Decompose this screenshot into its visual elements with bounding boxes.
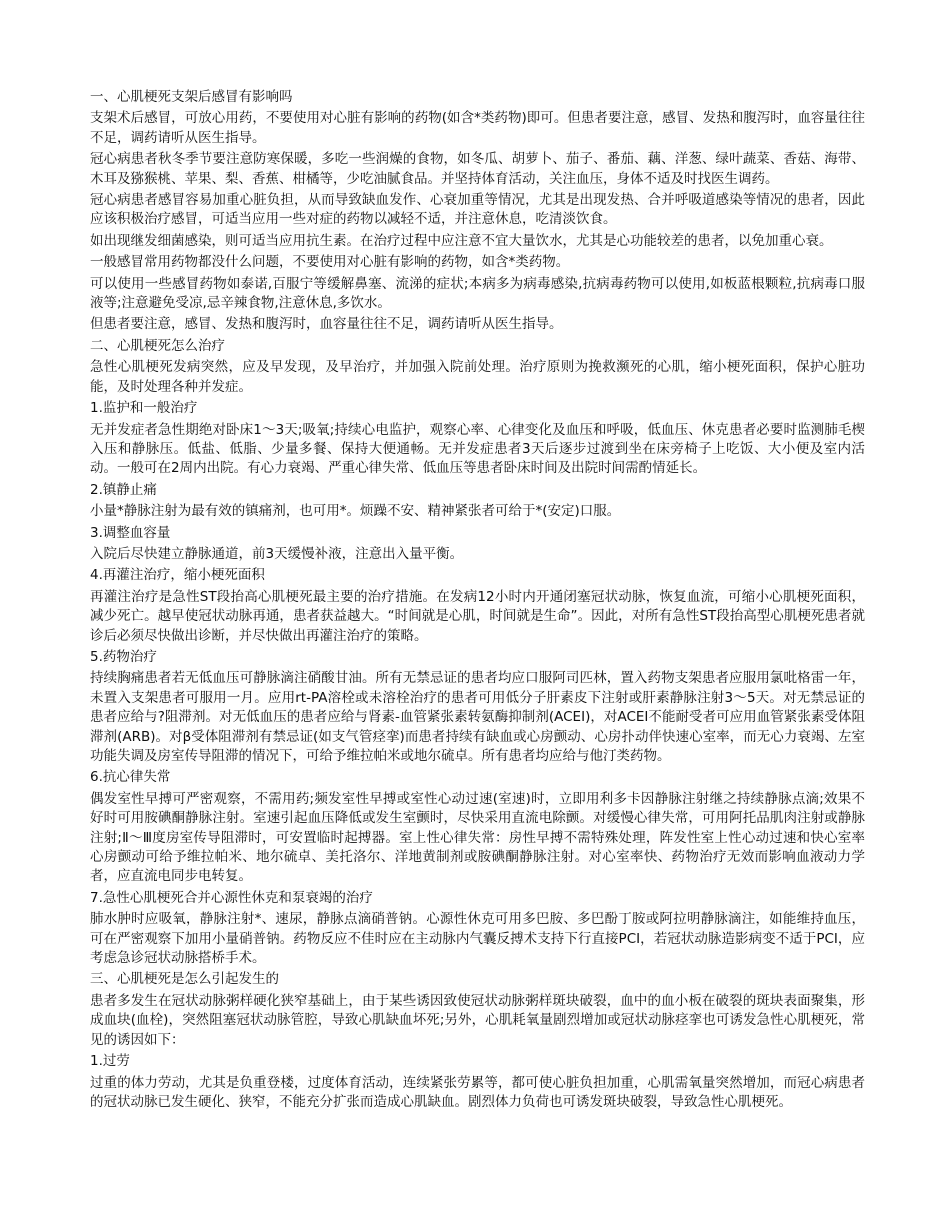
- paragraph: 无并发症者急性期绝对卧床1～3天;吸氧;持续心电监护，观察心率、心律变化及血压和呼吸，低血压、休克患者必要时监测肺毛楔入压和静脉压。低盐、低脂、少量多餐、保持大便通畅。无并发症患者3天后逐步过渡到坐在床旁椅子上吃饭、大小便及室内活动。一般可在2周内出院。有心力衰竭、严重心律失常、低血压等患者卧床时间及出院时间需酌情延长。: [90, 421, 865, 477]
- paragraph: 再灌注治疗是急性ST段抬高心肌梗死最主要的治疗措施。在发病12小时内开通闭塞冠状动脉，恢复血流，可缩小心肌梗死面积，减少死亡。越早使冠状动脉再通，患者获益越大。“时间就是心肌，时间就是生命”。因此，对所有急性ST段抬高型心肌梗死患者就诊后必须尽快做出诊断，并尽快做出再灌注治疗的策略。: [90, 588, 865, 644]
- paragraph: 急性心肌梗死发病突然，应及早发现，及早治疗，并加强入院前处理。治疗原则为挽救濒死的心肌，缩小梗死面积，保护心脏功能，及时处理各种并发症。: [90, 359, 865, 395]
- subheading: 1.过劳: [90, 1053, 130, 1070]
- document-page: [90, 88, 865, 1114]
- paragraph: 肺水肿时应吸氧，静脉注射*、速尿，静脉点滴硝普钠。心源性休克可用多巴胺、多巴酚丁胺或阿拉明静脉滴注，如能维持血压，可在严密观察下加用小量硝普钠。药物反应不佳时应在主动脉内气囊反搏术支持下行直接PCI，若冠状动脉造影病变不适于PCI，应考虑急诊冠状动脉搭桥手术。: [90, 911, 865, 967]
- paragraph: 冠心病患者感冒容易加重心脏负担，从而导致缺血发作、心衰加重等情况，尤其是出现发热、合并呼吸道感染等情况的患者，因此应该积极治疗感冒，可适当应用一些对症的药物以减轻不适，并注意休息，吃清淡饮食。: [90, 192, 865, 228]
- subheading: 7.急性心肌梗死合并心源性休克和泵衰竭的治疗: [90, 889, 373, 906]
- subheading: 2.镇静止痛: [90, 481, 157, 498]
- subheading: 4.再灌注治疗，缩小梗死面积: [90, 567, 265, 584]
- paragraph: 小量*静脉注射为最有效的镇痛剂，也可用*。烦躁不安、精神紧张者可给于*(安定)口服。: [90, 503, 621, 520]
- section-heading-2: 二、心肌梗死怎么治疗: [90, 337, 225, 354]
- subheading: 3.调整血容量: [90, 524, 171, 541]
- paragraph: 患者多发生在冠状动脉粥样硬化狭窄基础上，由于某些诱因致使冠状动脉粥样斑块破裂，血中的血小板在破裂的斑块表面聚集，形成血块(血栓)，突然阻塞冠状动脉管腔，导致心肌缺血坏死;另外，心肌耗氧量剧烈增加或冠状动脉痉挛也可诱发急性心肌梗死，常见的诱因如下：: [90, 992, 865, 1048]
- paragraph: 可以使用一些感冒药物如泰诺,百服宁等缓解鼻塞、流涕的症状;本病多为病毒感染,抗病毒药物可以使用,如板蓝根颗粒,抗病毒口服液等;注意避免受凉,忌辛辣食物,注意休息,多饮水。: [90, 275, 865, 312]
- paragraph: 如出现继发细菌感染，则可适当应用抗生素。在治疗过程中应注意不宜大量饮水，尤其是心功能较差的患者，以免加重心衰。: [90, 232, 833, 249]
- subheading: 1.监护和一般治疗: [90, 400, 198, 417]
- subheading: 5.药物治疗: [90, 648, 157, 665]
- paragraph: 入院后尽快建立静脉通道，前3天缓慢补液，注意出入量平衡。: [90, 545, 464, 562]
- section-heading-1: 一、心肌梗死支架后感冒有影响吗: [90, 89, 293, 105]
- section-heading-3: 三、心肌梗死是怎么引起发生的: [90, 971, 279, 988]
- subheading: 6.抗心律失常: [90, 769, 171, 786]
- paragraph: 偶发室性早搏可严密观察，不需用药;频发室性早搏或室性心动过速(室速)时，立即用利多卡因静脉注射继之持续静脉点滴;效果不好时可用胺碘酮静脉注射。室速引起血压降低或发生室颤时，尽快采用直流电除颤。对缓慢心律失常，可用阿托品肌肉注射或静脉注射;Ⅱ～Ⅲ度房室传导阻滞时，可安置临时起搏器。室上性心律失常：房性早搏不需特殊处理，阵发性室上性心动过速和快心室率心房颤动可给予维拉帕米、地尔硫卓、美托洛尔、洋地黄制剂或胺碘酮静脉注射。对心室率快、药物治疗无效而影响血液动力学者，应直流电同步电转复。: [90, 790, 865, 885]
- paragraph: 但患者要注意，感冒、发热和腹泻时，血容量往往不足，调药请听从医生指导。: [90, 316, 563, 333]
- paragraph: 一般感冒常用药物都没什么问题，不要使用对心脏有影响的药物，如含*类药物。: [90, 254, 570, 271]
- paragraph: 支架术后感冒，可放心用药，不要使用对心脏有影响的药物(如含*类药物)即可。但患者要注意，感冒、发热和腹泻时，血容量往往不足，调药请听从医生指导。: [90, 110, 865, 146]
- paragraph: 持续胸痛患者若无低血压可静脉滴注硝酸甘油。所有无禁忌证的患者均应口服阿司匹林，置入药物支架患者应服用氯吡格雷一年，未置入支架患者可服用一月。应用rt-PA溶栓或未溶栓治疗的患者可用低分子肝素皮下注射或肝素静脉注射3～5天。对无禁忌证的患者应给与?阻滞剂。对无低血压的患者应给与肾素-血管紧张素转氨酶抑制剂(ACEI)，对ACEI不能耐受者可应用血管紧张素受体阻滞剂(ARB)。对β受体阻滞剂有禁忌证(如支气管痉挛)而患者持续有缺血或心房颤动、心房扑动伴快速心室率，而无心力衰竭、左室功能失调及房室传导阻滞的情况下，可给予维拉帕米或地尔硫卓。所有患者均应给与他汀类药物。: [90, 670, 865, 764]
- paragraph: 冠心病患者秋冬季节要注意防寒保暖，多吃一些润燥的食物，如冬瓜、胡萝卜、茄子、番茄、藕、洋葱、绿叶蔬菜、香菇、海带、木耳及猕猴桃、苹果、梨、香蕉、柑橘等，少吃油腻食品。并坚持体育活动，关注血压，身体不适及时找医生调药。: [90, 151, 865, 187]
- paragraph: 过重的体力劳动，尤其是负重登楼，过度体育活动，连续紧张劳累等，都可使心脏负担加重，心肌需氧量突然增加，而冠心病患者的冠状动脉已发生硬化、狭窄，不能充分扩张而造成心肌缺血。剧烈体力负荷也可诱发斑块破裂，导致急性心肌梗死。: [90, 1074, 865, 1110]
